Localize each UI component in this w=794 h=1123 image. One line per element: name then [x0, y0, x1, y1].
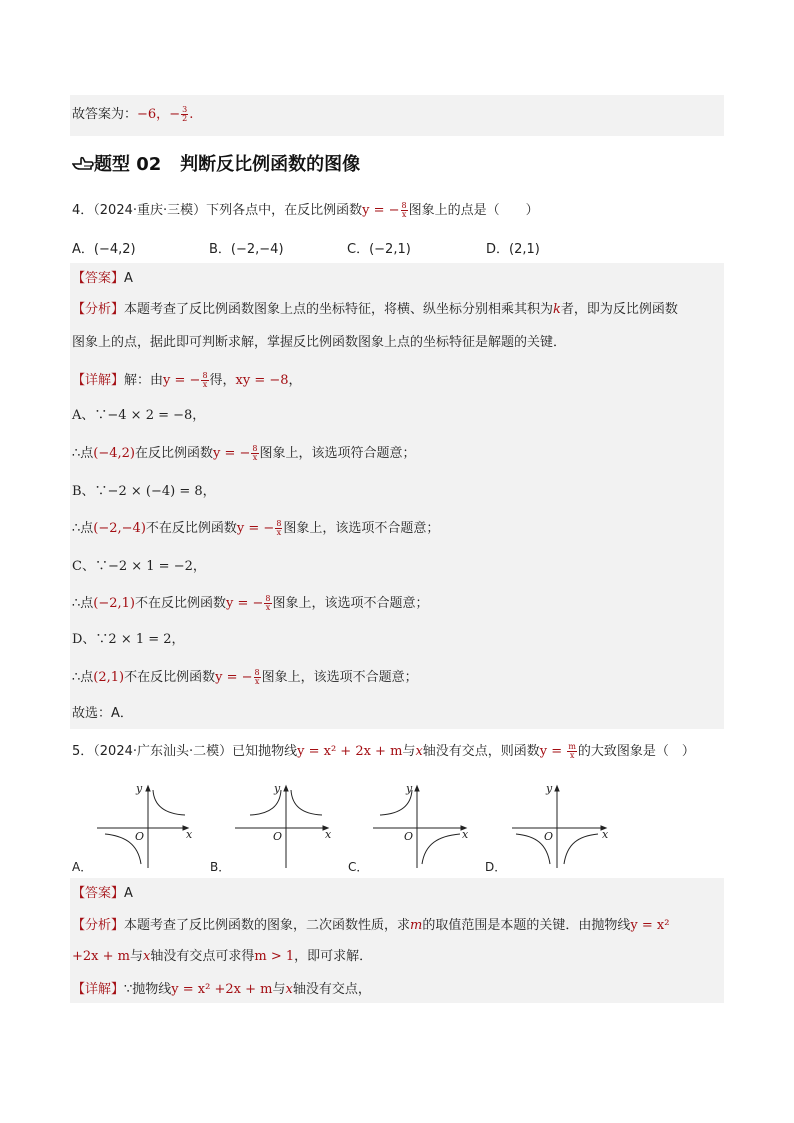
previous-answer-label: 故答案为：: [72, 107, 138, 122]
analysis-tag: 【分析】: [72, 918, 125, 933]
q4-stem-tail: 图象上的点是（ ）: [408, 203, 539, 218]
q4-step-a-condition: A、∵−4 × 2 = −8，: [72, 408, 206, 423]
step-prefix: ∴点: [72, 521, 94, 536]
q5-stem-text: 5．（2024·广东汕头·二模）已知抛物线: [72, 744, 298, 759]
q5-stem-tail: 的大致图象是（ ）: [577, 744, 695, 759]
fraction-numerator: 8: [202, 371, 208, 380]
axis-x-label: x: [186, 828, 193, 841]
step-text-2: 图象上，该选项符合题意；: [259, 446, 416, 461]
q5-func-fraction: [567, 743, 577, 760]
step-text-2: 图象上，该选项不合题意；: [272, 596, 429, 611]
origin-label: O: [273, 830, 283, 843]
step-text: 在反比例函数: [135, 446, 214, 461]
axis-x-label: x: [602, 828, 609, 841]
pointing-hand-icon: [72, 155, 94, 171]
q4-detail-xy: xy = −8: [235, 373, 289, 388]
q5-graph-label-b: B．: [210, 860, 231, 874]
q5-detail-text-2: 与: [272, 982, 286, 997]
previous-answer-end: .: [189, 107, 194, 122]
step-fraction: [254, 669, 261, 686]
axis-x-label: x: [325, 828, 332, 841]
step-prefix: ∴点: [72, 446, 94, 461]
analysis-tag: 【分析】: [72, 302, 125, 317]
step-func-lhs: y = −: [226, 596, 264, 611]
detail-tag: 【详解】: [72, 373, 125, 388]
graph-a: [97, 786, 188, 868]
fraction-denominator: x: [252, 453, 258, 462]
q5-parabola: y = x² + 2x + m: [297, 744, 403, 759]
fraction-numerator: 8: [254, 668, 260, 677]
axis-y-label: y: [274, 782, 281, 795]
q4-detail-line: [72, 372, 302, 390]
q4-analysis-k: k: [553, 302, 561, 317]
q5-detail-line: [72, 981, 371, 999]
q4-step-b-condition: B、∵−2 × (−4) = 8，: [72, 484, 216, 499]
q5-graph-label-d: D．: [485, 860, 507, 874]
q4-analysis-line-1: [72, 301, 678, 319]
fraction-denominator: x: [202, 380, 208, 389]
q4-answer: A: [124, 271, 133, 286]
step-text-2: 图象上，该选项不合题意；: [283, 521, 440, 536]
step-fraction: [275, 520, 282, 537]
step-text: 不在反比例函数: [135, 596, 227, 611]
q4-analysis-text: 本题考查了反比例函数图象上点的坐标特征，将横、纵坐标分别相乘其积为: [124, 302, 554, 317]
question-5-stem: [72, 743, 695, 761]
fraction-numerator: 8: [265, 594, 271, 603]
step-fraction: [251, 445, 258, 462]
q4-option-b: B．(−2,−4): [209, 242, 284, 257]
axis-y-label: y: [406, 782, 413, 795]
q4-answer-line: [72, 270, 133, 288]
section-title: 判断反比例函数的图像: [180, 154, 361, 175]
q5-analysis-line-2: [72, 948, 372, 966]
q5-analysis-line-1: [72, 917, 669, 935]
q5-stem-x: x: [415, 744, 423, 759]
q5-analysis-m: m: [410, 918, 423, 933]
q4-step-d-condition: D、∵2 × 1 = 2，: [72, 632, 185, 647]
fraction-denominator: x: [276, 528, 282, 537]
step-point: (−2,1): [93, 596, 135, 611]
q5-graph-label-c: C．: [348, 860, 369, 874]
graph-b: [235, 786, 328, 868]
section-label: 题型 02: [94, 154, 162, 175]
step-func-lhs: y = −: [236, 521, 275, 536]
fraction-denominator: x: [254, 677, 260, 686]
step-fraction: [264, 595, 271, 612]
step-prefix: ∴点: [72, 670, 94, 685]
q4-analysis-text-2: 者，即为反比例函数: [560, 302, 678, 317]
q5-graph-options: [70, 772, 630, 872]
q4-option-c: C．(−2,1): [347, 242, 411, 257]
fraction-denominator: x: [569, 751, 575, 760]
q4-analysis-line-2: 图象上的点，据此即可判断求解，掌握反比例函数图象上点的坐标特征是解题的关键．: [72, 335, 567, 350]
q5-analysis-text: 本题考查了反比例函数的图象，二次函数性质，求: [124, 918, 411, 933]
step-func-lhs: y = −: [213, 446, 251, 461]
origin-label: O: [135, 830, 145, 843]
q5-func-lhs: y =: [539, 744, 567, 759]
previous-answer-line: [72, 106, 193, 124]
answer-tag: 【答案】: [72, 886, 125, 901]
q5-answer: A: [124, 886, 133, 901]
q5-analysis-m-range: m > 1: [254, 949, 295, 964]
fraction-denominator: x: [401, 210, 407, 219]
previous-answer-sign: −: [169, 107, 181, 122]
q4-conclusion: 故选：A．: [72, 706, 133, 721]
step-text: 不在反比例函数: [145, 521, 237, 536]
q5-detail-parabola: y = x² +2x + m: [171, 982, 273, 997]
q5-detail-text-3: 轴没有交点，: [292, 982, 371, 997]
q5-graph-label-a: A．: [72, 860, 93, 874]
q4-step-c-condition: C、∵−2 × 1 = −2，: [72, 559, 206, 574]
q4-detail-end: ，: [288, 373, 302, 388]
q4-detail-func-lhs: y = −: [163, 373, 201, 388]
q4-option-a: A．(−4,2): [72, 242, 136, 257]
q4-step-c-result: [72, 595, 429, 613]
section-heading: [72, 150, 360, 176]
origin-label: O: [544, 830, 554, 843]
q4-detail-text-2: 得，: [209, 373, 236, 388]
fraction-numerator: 8: [276, 519, 282, 528]
fraction-denominator: x: [265, 603, 271, 612]
graph-c: [373, 786, 466, 868]
detail-tag: 【详解】: [72, 982, 125, 997]
q5-stem-text-2: 与: [402, 744, 416, 759]
fraction-numerator: 8: [252, 444, 258, 453]
q5-stem-text-3: 轴没有交点，则函数: [422, 744, 540, 759]
step-text: 不在反比例函数: [124, 670, 216, 685]
step-point: (−2,−4): [93, 521, 146, 536]
step-point: (−4,2): [93, 446, 135, 461]
step-point: (2,1): [93, 670, 125, 685]
step-func-lhs: y = −: [215, 670, 253, 685]
q5-detail-x: x: [285, 982, 293, 997]
q4-func-lhs: y = −: [362, 203, 400, 218]
fraction-denominator: 2: [182, 114, 188, 123]
q5-analysis-text-5: ，即可求解．: [294, 949, 373, 964]
q5-analysis-text-4: 轴没有交点可求得: [150, 949, 255, 964]
axis-x-label: x: [462, 828, 469, 841]
q4-func-fraction: [401, 202, 408, 219]
fraction-numerator: 3: [182, 105, 188, 114]
q4-step-a-result: [72, 445, 416, 463]
step-prefix: ∴点: [72, 596, 94, 611]
q5-analysis-text-2: 的取值范围是本题的关键．由抛物线: [422, 918, 631, 933]
question-4-stem: [72, 202, 539, 220]
q4-detail-text: 解：由: [124, 373, 164, 388]
previous-answer-fraction: [181, 106, 188, 123]
origin-label: O: [404, 830, 414, 843]
step-text-2: 图象上，该选项不合题意；: [261, 670, 418, 685]
q5-analysis-parabola-end: +2x + m: [72, 949, 130, 964]
axis-y-label: y: [136, 782, 143, 795]
q5-answer-line: [72, 885, 133, 903]
axis-y-label: y: [546, 782, 553, 795]
q4-option-d: D．(2,1): [486, 242, 540, 257]
q5-analysis-x: x: [143, 949, 151, 964]
q5-detail-text: ∵抛物线: [124, 982, 172, 997]
q4-step-b-result: [72, 520, 439, 538]
q5-analysis-parabola-start: y = x²: [630, 918, 670, 933]
graph-d: [512, 786, 606, 868]
q4-stem-text: 4．（2024·重庆·三模）下列各点中，在反比例函数: [72, 203, 363, 218]
answer-tag: 【答案】: [72, 271, 125, 286]
q5-analysis-text-3: 与: [129, 949, 143, 964]
fraction-numerator: m: [568, 742, 576, 751]
q4-step-d-result: [72, 669, 418, 687]
fraction-numerator: 8: [401, 201, 407, 210]
q4-detail-fraction: [201, 372, 208, 389]
previous-answer-value-1: −6，: [137, 107, 170, 122]
